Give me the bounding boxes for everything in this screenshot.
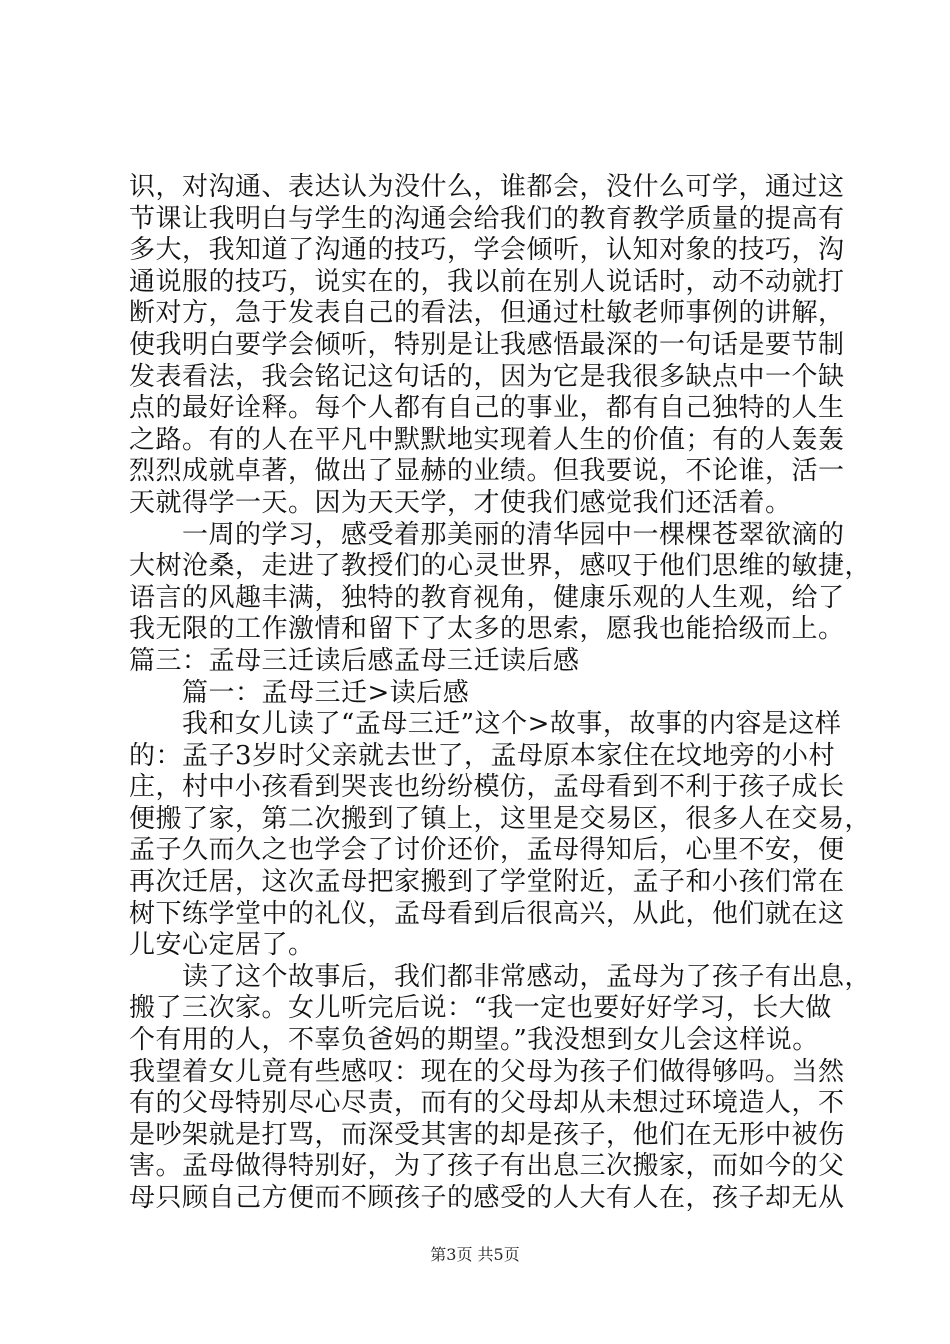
- text-line: 之路。有的人在平凡中默默地实现着人生的价值；有的人轰轰: [129, 424, 845, 455]
- section-heading: 篇三：孟母三迁读后感孟母三迁读后感: [129, 645, 580, 676]
- text-line: 有的父母特别尽心尽责，而有的父母却从未想过环境造人，不: [129, 1088, 845, 1119]
- text-line: 读了这个故事后，我们都非常感动，孟母为了孩子有出息，: [129, 961, 872, 992]
- text-line: 儿安心定居了。: [129, 930, 315, 961]
- text-line: 害。孟母做得特别好，为了孩子有出息三次搬家，而如今的父: [129, 1151, 845, 1182]
- text-line: 节课让我明白与学生的沟通会给我们的教育教学质量的提高有: [129, 203, 845, 234]
- text-line: 一周的学习，感受着那美丽的清华园中一棵棵苍翠欲滴的: [129, 519, 845, 550]
- text-line: 母只顾自己方便而不顾孩子的感受的人大有人在，孩子却无从: [129, 1183, 845, 1213]
- text-line: 语言的风趣丰满，独特的教育视角，健康乐观的人生观，给了: [129, 582, 845, 613]
- text-line: 点的最好诠释。每个人都有自己的事业，都有自己独特的人生: [129, 393, 845, 424]
- text-line: 发表看法，我会铭记这句话的，因为它是我很多缺点中一个缺: [129, 361, 845, 392]
- text-line: 多大，我知道了沟通的技巧，学会倾听，认知对象的技巧，沟: [129, 235, 845, 266]
- page-number: 第3页 共5页: [430, 1245, 520, 1264]
- text-line: 大树沧桑，走进了教授们的心灵世界，感叹于他们思维的敏捷，: [129, 551, 872, 582]
- text-line: 我和女儿读了“孟母三迁”这个>故事，故事的内容是这样: [129, 709, 842, 740]
- text-line: 是吵架就是打骂，而深受其害的却是孩子，他们在无形中被伤: [129, 1119, 845, 1150]
- text-line: 孟子久而久之也学会了讨价还价，孟母得知后，心里不安，便: [129, 835, 845, 866]
- text-line: 识，对沟通、表达认为没什么，谁都会，没什么可学，通过这: [129, 172, 845, 202]
- text-line: 树下练学堂中的礼仪，孟母看到后很高兴，从此，他们就在这: [129, 898, 845, 929]
- text-line: 我无限的工作激情和留下了太多的思索，愿我也能拾级而上。: [129, 614, 845, 645]
- document-body: [129, 172, 872, 1215]
- text-line: 庄，村中小孩看到哭丧也纷纷模仿，孟母看到不利于孩子成长: [129, 772, 845, 803]
- text-line: 便搬了家，第二次搬到了镇上，这里是交易区，很多人在交易，: [129, 803, 872, 834]
- text-line: 个有用的人，不辜负爸妈的期望。”我没想到女儿会这样说。: [129, 1025, 819, 1056]
- text-line: 烈烈成就卓著，做出了显赫的业绩。但我要说，不论谁，活一: [129, 456, 845, 487]
- subsection-heading: 篇一：孟母三迁>读后感: [129, 677, 470, 708]
- text-line: 的：孟子3岁时父亲就去世了，孟母原本家住在坟地旁的小村: [129, 740, 836, 771]
- text-line: 再次迁居，这次孟母把家搬到了学堂附近，孟子和小孩们常在: [129, 867, 845, 898]
- text-line: 我望着女儿竟有些感叹：现在的父母为孩子们做得够吗。当然: [129, 1056, 845, 1087]
- text-line: 断对方，急于发表自己的看法，但通过杜敏老师事例的讲解，: [129, 298, 845, 329]
- text-line: 使我明白要学会倾听，特别是让我感悟最深的一句话是要节制: [129, 329, 845, 360]
- text-line: 通说服的技巧，说实在的，我以前在别人说话时，动不动就打: [129, 266, 845, 297]
- text-line: 天就得学一天。因为天天学，才使我们感觉我们还活着。: [129, 487, 792, 518]
- text-line: 搬了三次家。女儿听完后说：“我一定也要好好学习，长大做: [129, 993, 832, 1024]
